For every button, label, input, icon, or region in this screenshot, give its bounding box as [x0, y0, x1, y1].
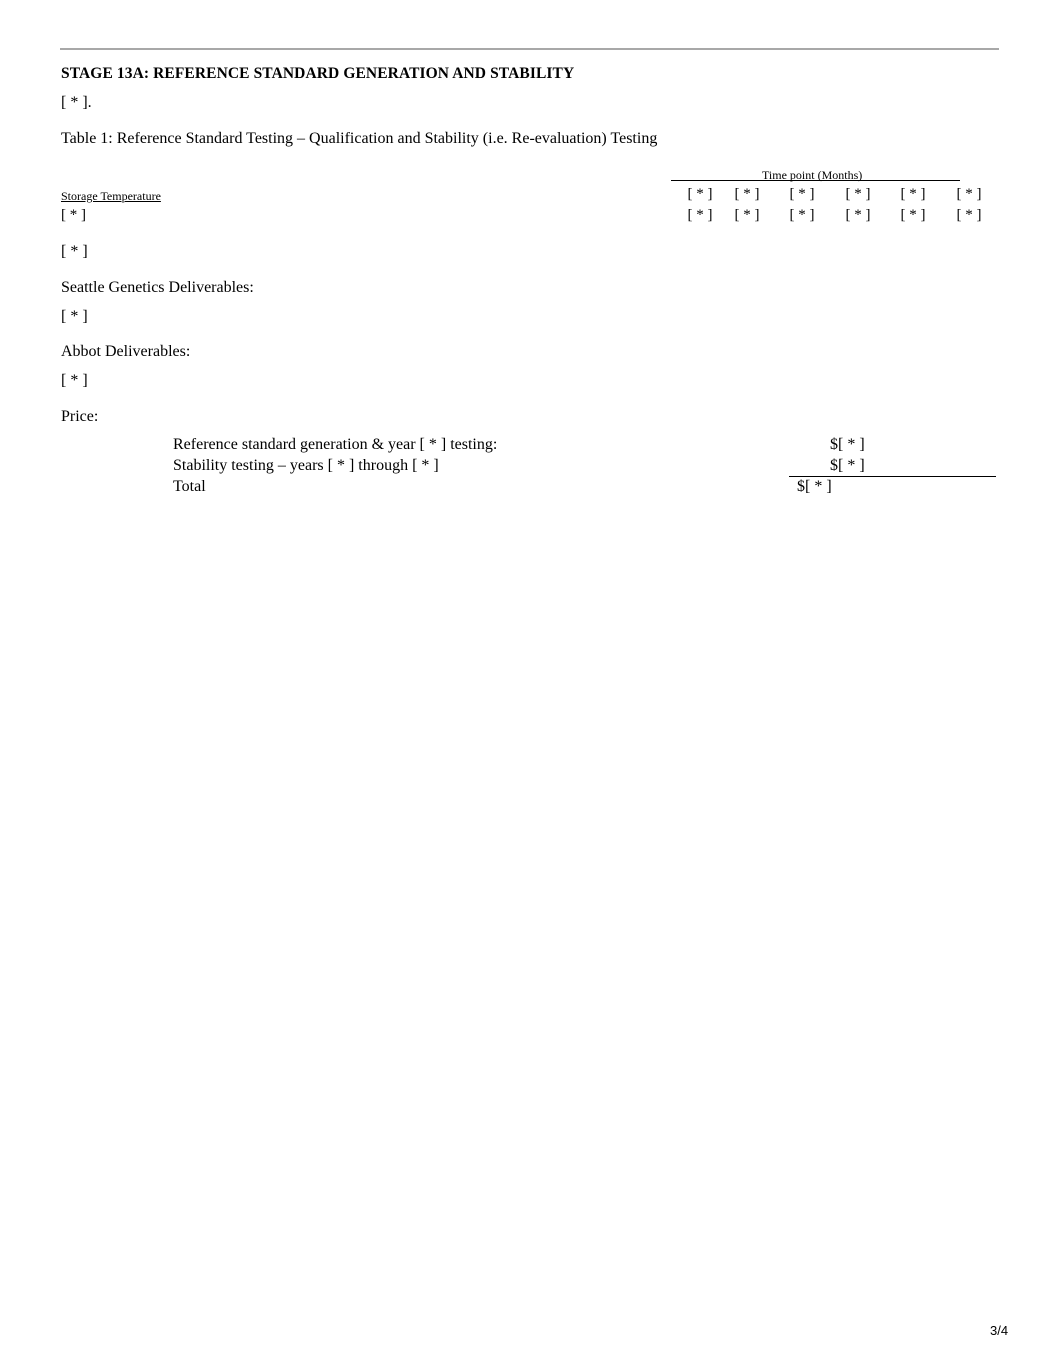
price-amount: $[ * ]	[830, 457, 865, 474]
top-rule	[60, 48, 999, 50]
row-label: [ * ]	[61, 207, 86, 223]
table-caption: Table 1: Reference Standard Testing – Qualification and Stability (i.e. Re-evaluation) Testing	[61, 130, 658, 147]
total-amount: $[ * ]	[797, 478, 832, 495]
after-table-text: [ * ]	[61, 243, 88, 260]
abbot-deliverables-text: [ * ]	[61, 372, 88, 389]
price-item: Reference standard generation & year [ * ] testing:	[173, 436, 498, 453]
time-point-cell: [ * ]	[900, 186, 926, 202]
storage-temperature-header: Storage Temperature	[61, 189, 161, 203]
time-point-header: Time point (Months)	[762, 168, 863, 182]
total-label: Total	[173, 478, 206, 495]
price-label: Price:	[61, 408, 99, 425]
table-cell: [ * ]	[789, 207, 815, 223]
price-amount: $[ * ]	[830, 436, 865, 453]
seattle-deliverables-label: Seattle Genetics Deliverables:	[61, 279, 254, 296]
time-point-cell: [ * ]	[734, 186, 760, 202]
table-cell: [ * ]	[845, 207, 871, 223]
seattle-deliverables-text: [ * ]	[61, 308, 88, 325]
section-heading: STAGE 13A: REFERENCE STANDARD GENERATION AND STABILITY	[61, 65, 575, 82]
total-rule	[789, 476, 996, 477]
time-point-cell: [ * ]	[956, 186, 982, 202]
page-number: 3/4	[990, 1323, 1009, 1338]
intro-text: [ * ].	[61, 94, 92, 111]
time-point-rule	[671, 180, 960, 181]
table-cell: [ * ]	[900, 207, 926, 223]
time-point-cell: [ * ]	[687, 186, 713, 202]
abbot-deliverables-label: Abbot Deliverables:	[61, 343, 191, 360]
time-point-cell: [ * ]	[845, 186, 871, 202]
table-cell: [ * ]	[956, 207, 982, 223]
table-cell: [ * ]	[734, 207, 760, 223]
price-item: Stability testing – years [ * ] through [ * ]	[173, 457, 439, 474]
table-cell: [ * ]	[687, 207, 713, 223]
time-point-cell: [ * ]	[789, 186, 815, 202]
